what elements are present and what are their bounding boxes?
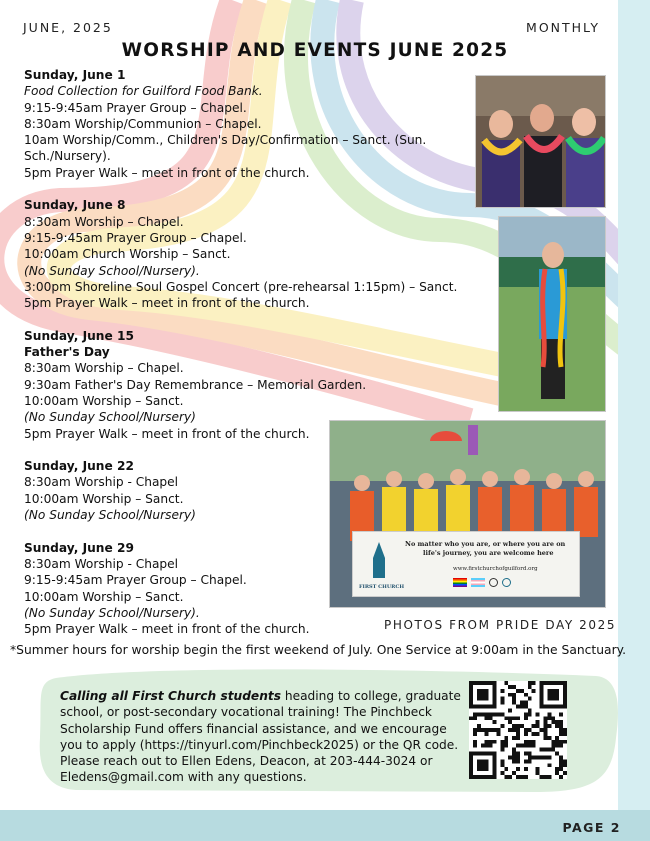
schedule-line: 8:30am Worship - Chapel — [24, 475, 179, 490]
schedule-line: 10:00am Worship – Sanct. — [24, 589, 184, 604]
schedule-line: 5pm Prayer Walk – meet in front of the church. — [24, 165, 310, 180]
schedule-day-heading: Sunday, June 22 — [24, 459, 134, 474]
banner-line2: life's journey, you are welcome here — [423, 549, 554, 557]
scholarship-notice — [60, 688, 462, 786]
pride-flag-icon — [453, 578, 467, 587]
schedule-line: (No Sunday School/Nursery) — [24, 410, 196, 425]
schedule-line: 8:30am Worship – Chapel. — [24, 361, 184, 376]
banner-logo — [359, 540, 405, 592]
issue-frequency: MONTHLY — [526, 20, 600, 35]
schedule-line: 10:00am Worship – Sanct. — [24, 393, 184, 408]
schedule-day — [24, 67, 484, 181]
issue-date: JUNE, 2025 — [23, 20, 113, 35]
scholarship-lead: Calling all First Church students — [60, 689, 281, 703]
photo-caption: PHOTOS FROM PRIDE DAY 2025 — [384, 618, 617, 632]
footer-strip — [0, 810, 650, 841]
scholarship-body: heading to college, graduate school, or post-secondary vocational training! The Pinchbeck Scholarship Fund offers financial assistance, and we encourage you to apply (https://tinyurl.com/Pinchbeck2025) or the QR code. Please reach out to Ellen Edens, Deacon, at 203-444-3024 or Eledens@gmail.com with any questions. — [60, 689, 461, 785]
schedule-line: (No Sunday School/Nursery) — [24, 508, 196, 523]
schedule-line: 10am Worship/Comm., Children's Day/Confirmation – Sanct. (Sun. Sch./Nursery). — [24, 133, 427, 164]
pride-photo-group-with-banner — [329, 420, 606, 608]
banner-flags — [453, 578, 511, 587]
schedule-line: 10:00am Church Worship – Sanct. — [24, 247, 231, 262]
page-title: WORSHIP AND EVENTS JUNE 2025 — [121, 40, 509, 61]
schedule-day — [24, 197, 484, 311]
trans-flag-icon — [471, 578, 485, 587]
schedule-line: 8:30am Worship - Chapel — [24, 556, 179, 571]
schedule-line: 10:00am Worship – Sanct. — [24, 491, 184, 506]
pride-photo-group-of-three — [475, 75, 606, 208]
schedule-line: 9:15-9:45am Prayer Group – Chapel. — [24, 100, 247, 115]
open-affirming-icon — [489, 578, 498, 587]
schedule-line: Father's Day — [24, 345, 110, 360]
right-margin-strip — [618, 0, 650, 810]
schedule-day-heading: Sunday, June 1 — [24, 68, 126, 82]
church-steeple-icon — [359, 540, 399, 580]
banner-logo-text: FIRST CHURCH — [359, 584, 405, 590]
schedule-line: 8:30am Worship – Chapel. — [24, 214, 184, 229]
schedule-line: 9:30am Father's Day Remembrance – Memorial Garden. — [24, 377, 367, 392]
schedule-day-heading: Sunday, June 8 — [24, 198, 126, 213]
schedule-day-heading: Sunday, June 29 — [24, 540, 134, 555]
schedule-line: (No Sunday School/Nursery). — [24, 263, 200, 278]
ucc-logo-icon — [502, 578, 511, 587]
qr-code-icon[interactable] — [469, 681, 567, 779]
schedule-line: 9:15-9:45am Prayer Group – Chapel. — [24, 230, 247, 245]
schedule-line: 5pm Prayer Walk – meet in front of the church. — [24, 426, 310, 441]
schedule-line: 3:00pm Shoreline Soul Gospel Concert (pre-rehearsal 1:15pm) – Sanct. — [24, 279, 458, 294]
welcome-banner — [352, 531, 580, 597]
summer-hours-note: *Summer hours for worship begin the first weekend of July. One Service at 9:00am in the Sanctuary. — [10, 643, 627, 657]
pride-photo-woman-with-boa — [498, 216, 606, 412]
banner-url: www.firstchurchofguilford.org — [453, 566, 538, 572]
schedule-line: (No Sunday School/Nursery). — [24, 605, 200, 620]
banner-line1: No matter who you are, or where you are on — [405, 540, 566, 548]
schedule-line: 8:30am Worship/Communion – Chapel. — [24, 116, 262, 131]
schedule-line: 9:15-9:45am Prayer Group – Chapel. — [24, 573, 247, 588]
page-number: PAGE 2 — [562, 820, 621, 835]
schedule-line: Food Collection for Guilford Food Bank. — [24, 84, 263, 99]
schedule-line: 5pm Prayer Walk – meet in front of the church. — [24, 296, 310, 311]
schedule-line: 5pm Prayer Walk – meet in front of the church. — [24, 622, 310, 637]
schedule-day-heading: Sunday, June 15 — [24, 328, 134, 343]
